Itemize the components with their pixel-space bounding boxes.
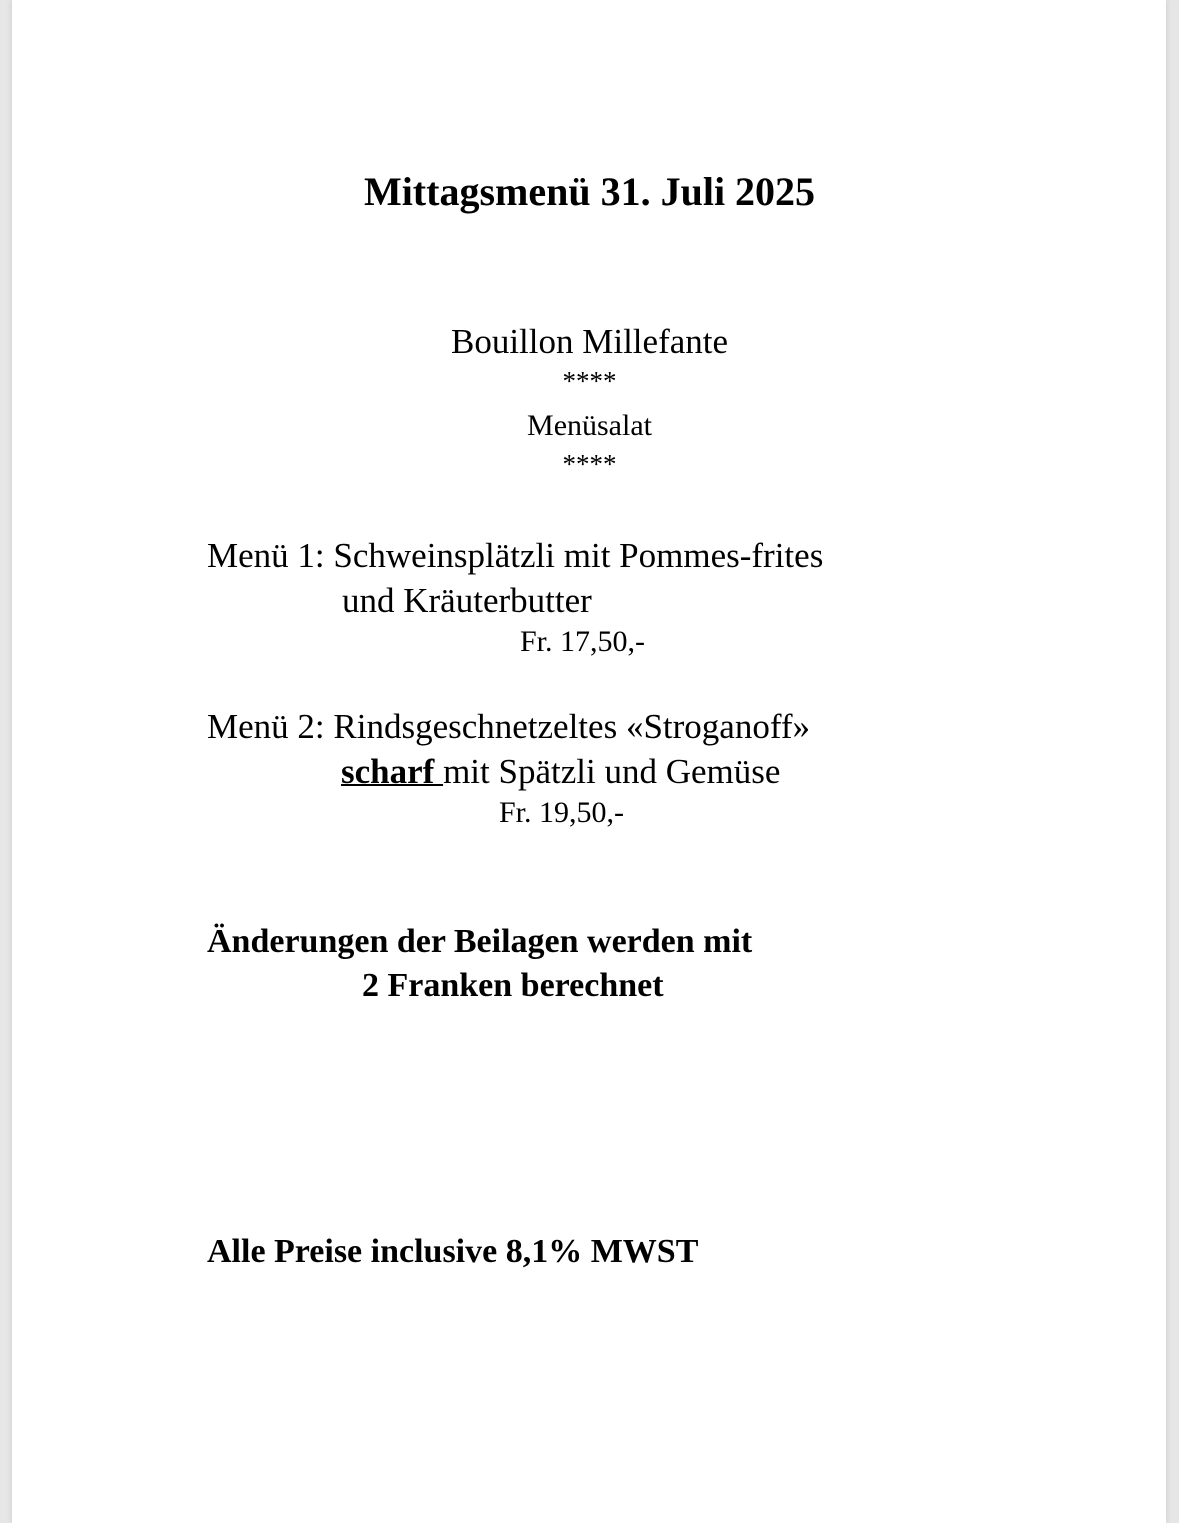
- course-separator: ****: [562, 449, 617, 479]
- menu1-line2: und Kräuterbutter: [342, 581, 592, 620]
- menu1-line1: Menü 1: Schweinsplätzli mit Pommes-frites: [207, 536, 824, 575]
- side-change-notice-line1: Änderungen der Beilagen werden mit: [207, 923, 753, 960]
- menu2-line1: Menü 2: Rindsgeschnetzeltes «Stroganoff»: [207, 707, 810, 746]
- menu2-line2-rest: mit Spätzli und Gemüse: [443, 752, 781, 791]
- menu1-price: Fr. 17,50,-: [520, 625, 646, 658]
- salad-item: Menüsalat: [527, 409, 652, 442]
- menu-title: Mittagsmenü 31. Juli 2025: [363, 169, 816, 214]
- menu2-price: Fr. 19,50,-: [499, 796, 625, 829]
- starter-item: Bouillon Millefante: [450, 322, 729, 361]
- side-change-notice-line2: 2 Franken berechnet: [362, 967, 664, 1004]
- spicy-label: scharf: [341, 752, 444, 791]
- menu2-line2: [341, 754, 780, 789]
- vat-note: Alle Preise inclusive 8,1% MWST: [207, 1233, 699, 1270]
- course-separator: ****: [562, 366, 617, 396]
